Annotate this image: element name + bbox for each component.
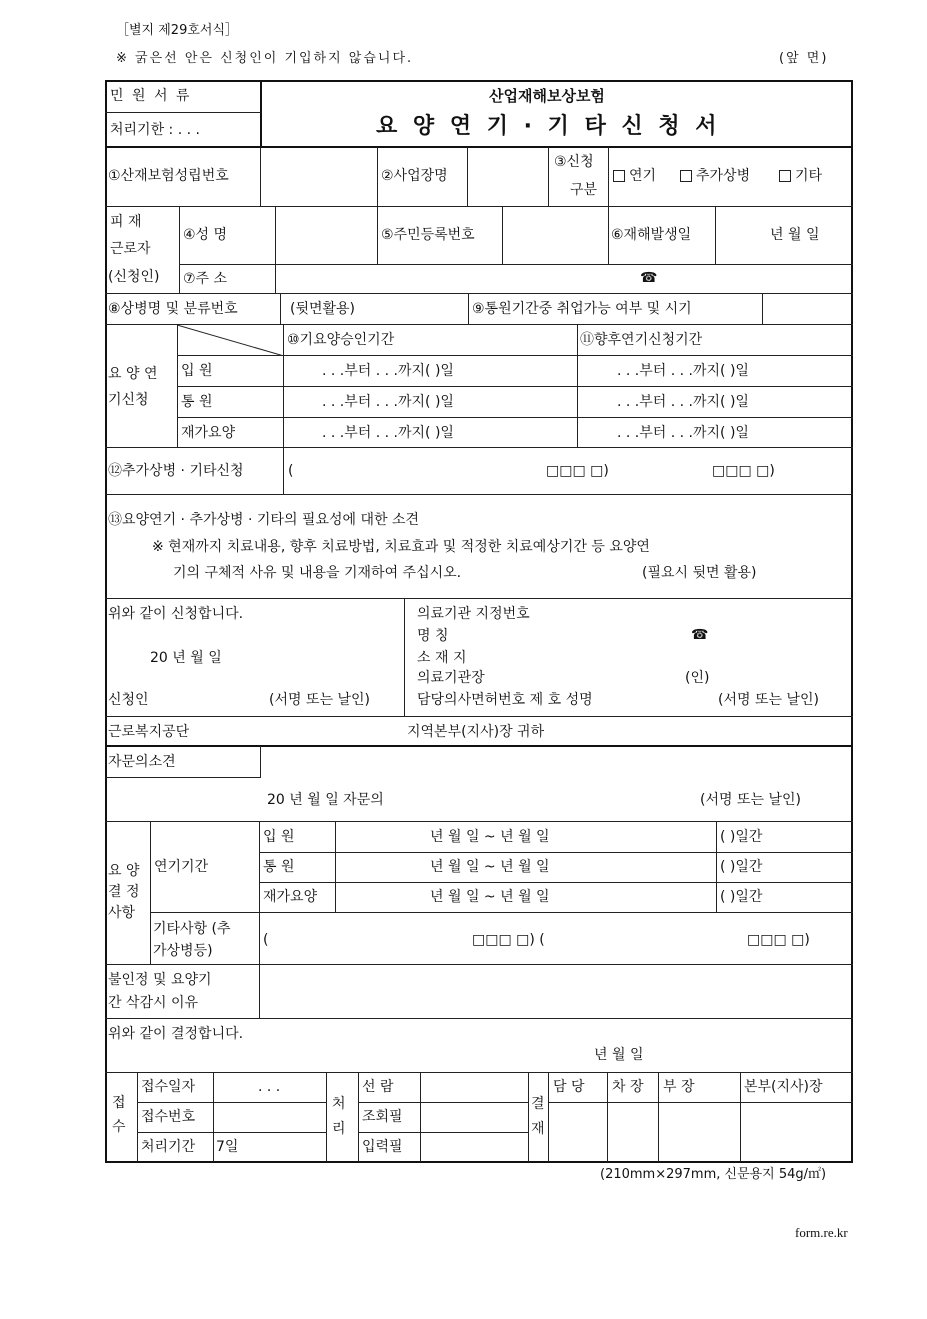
approved-period-header: ⑩기요양승인기간: [287, 332, 395, 348]
frame-right: [851, 80, 853, 1163]
proc-label-2: 리: [332, 1121, 346, 1137]
row1-div3: [467, 147, 468, 207]
dec-div3: [716, 822, 717, 913]
dec-range: 년 월 일 ~ 년 월 일: [430, 829, 550, 845]
ext-period-label: 연기기간: [154, 859, 209, 875]
row8-div2: [468, 294, 469, 325]
victim-bottom: [105, 293, 853, 294]
deadline-label: 처리기한 : . . .: [110, 122, 200, 138]
frame-top: [105, 80, 853, 82]
civil-type-label: 민 원 서 류: [110, 88, 192, 104]
view-label: 선 람: [362, 1079, 394, 1095]
row1-div1: [260, 147, 261, 207]
recv-date-value: . . .: [258, 1079, 281, 1095]
approval-label-2: 재: [531, 1121, 545, 1137]
doctor-label: 담당의사면허번호 제 호 성명: [417, 692, 593, 708]
victim-label-2: 근로자: [110, 241, 151, 257]
ext-period-cell: . . .부터 . . .까지( )일: [322, 363, 454, 379]
back-use-note: (뒷면활용): [290, 301, 356, 317]
victim-div3: [502, 207, 503, 265]
dec-range: 년 월 일 ~ 년 월 일: [430, 889, 550, 905]
decided-text: 위와 같이 결정합니다.: [108, 1026, 244, 1042]
row12-div: [283, 448, 284, 495]
ext-period-cell: . . .부터 . . .까지( )일: [617, 363, 749, 379]
dec-range: 년 월 일 ~ 년 월 일: [430, 859, 550, 875]
victim-label-3: (신청인): [108, 269, 160, 285]
receipt-label-2: 수: [112, 1119, 126, 1135]
workplace-label: ②사업장명: [381, 168, 448, 184]
row12-bottom: [105, 494, 853, 495]
rc-div6: [548, 1073, 549, 1162]
inst-head-label: 의료기관장: [417, 670, 485, 686]
ext-label-1: 요 양 연: [108, 366, 158, 382]
dec-row-home: 재가요양: [263, 889, 318, 905]
inst-name-label: 명 칭: [417, 628, 449, 644]
dec-div0: [150, 822, 151, 965]
future-period-header: ⑪향후연기신청기간: [580, 332, 703, 348]
period-value: 7일: [216, 1139, 239, 1155]
accident-date-label: ⑥재해발생일: [611, 227, 692, 243]
option-other[interactable]: 기타: [779, 169, 822, 183]
rc-line1c: [548, 1102, 853, 1103]
proc-label-1: 처: [332, 1096, 346, 1112]
other-code2: □□□ □): [747, 932, 810, 948]
ext-bottom: [105, 447, 853, 448]
inst-addr-label: 소 재 지: [417, 650, 467, 666]
form-number: ［별지 제29호서식］: [116, 23, 239, 38]
reject-label-1: 불인정 및 요양기: [108, 972, 212, 988]
advisor-date: 20 년 월 일 자문의: [267, 792, 384, 808]
doctor-sign: (서명 또는 날인): [718, 692, 819, 708]
ext-row2-line: [177, 417, 853, 418]
paper-spec: (210mm×297mm, 신문용지 54g/㎡): [600, 1167, 827, 1182]
dec-row2-line: [259, 882, 853, 883]
sign-bottom: [105, 716, 853, 717]
agency-name: 근로복지공단: [108, 724, 190, 740]
role-staff: 담 당: [553, 1079, 585, 1095]
approval-label-1: 결: [531, 1096, 545, 1112]
row1-bottom: [105, 206, 853, 207]
ext-row-inpatient: 입 원: [181, 363, 213, 379]
row12-open-paren: (: [288, 463, 294, 479]
dec-bottom: [105, 964, 853, 965]
advisor-div: [260, 746, 261, 778]
agency-to: 지역본부(지사)장 귀하: [407, 724, 545, 740]
dec-days: ( )일간: [720, 889, 763, 905]
form-title: 요 양 연 기 · 기 타 신 청 서: [376, 114, 721, 139]
role-head: 본부(지사)장: [744, 1079, 823, 1095]
rc-div9: [740, 1073, 741, 1162]
victim-label-1: 피 재: [110, 214, 142, 230]
applicant-sign: (서명 또는 날인): [269, 692, 370, 708]
victim-div5: [715, 207, 716, 265]
victim-mid: [179, 264, 853, 265]
rc-div0: [137, 1073, 138, 1162]
disease-label: ⑧상병명 및 분류번호: [108, 301, 238, 317]
additional-disease-label: ⑫추가상병 · 기타신청: [108, 463, 244, 479]
rc-div8: [658, 1073, 659, 1162]
advisor-sign: (서명 또는 날인): [700, 792, 801, 808]
role-manager: 부 장: [663, 1079, 695, 1095]
check-label: 조회필: [362, 1109, 403, 1125]
checkbox-icon[interactable]: [613, 170, 625, 182]
row8-div3: [762, 294, 763, 325]
checkbox-icon[interactable]: [680, 170, 692, 182]
inst-phone-icon: ☎: [691, 627, 709, 643]
header-inner-line: [105, 112, 261, 113]
option-extension[interactable]: 연기: [613, 169, 656, 183]
rc-div1: [213, 1073, 214, 1162]
opinion-note-2: 기의 구체적 사유 및 내용을 기재하여 주십시오.: [173, 565, 462, 581]
opinion-label: ⑬요양연기 · 추가상병 · 기타의 필요성에 대한 소견: [108, 512, 420, 528]
row8-div1: [280, 294, 281, 325]
opinion-note-1: ※ 현재까지 치료내용, 향후 치료방법, 치료효과 및 적정한 치료예상기간 등 요양연: [152, 539, 650, 555]
rc-line2b: [358, 1132, 529, 1133]
ext-period-cell: . . .부터 . . .까지( )일: [322, 425, 454, 441]
dec-div2: [335, 822, 336, 913]
site-credit: form.re.kr: [795, 1225, 848, 1240]
ext-row-outpatient: 통 원: [181, 394, 213, 410]
rc-div4: [420, 1073, 421, 1162]
header-divider: [260, 80, 262, 148]
dec-row-inpatient: 입 원: [263, 829, 295, 845]
inst-no-label: 의료기관 지정번호: [417, 606, 530, 622]
dec-days: ( )일간: [720, 829, 763, 845]
rc-div5: [528, 1073, 529, 1162]
advisor-label: 자문의소견: [108, 754, 176, 770]
decision-label-2: 결 정: [108, 884, 140, 900]
apply-date: 20 년 월 일: [150, 650, 222, 666]
diagonal-line: [177, 325, 284, 356]
apply-text: 위와 같이 신청합니다.: [108, 606, 244, 622]
dec-row-outpatient: 통 원: [263, 859, 295, 875]
recv-date-label: 접수일자: [141, 1079, 196, 1095]
ext-period-cell: . . .부터 . . .까지( )일: [322, 394, 454, 410]
name-label: ④성 명: [183, 227, 228, 243]
row1-div5: [608, 147, 609, 207]
advisor-label-line: [105, 777, 261, 778]
row1-div2: [377, 147, 378, 207]
header-bottom: [105, 146, 853, 148]
dec-row3-line: [150, 912, 853, 913]
rc-div7: [607, 1073, 608, 1162]
ext-row1-line: [177, 386, 853, 387]
checkbox-icon[interactable]: [779, 170, 791, 182]
inst-seal: (인): [685, 670, 710, 686]
apply-type-label-1: ③신청: [554, 154, 594, 170]
period-label: 처리기간: [141, 1139, 196, 1155]
address-label: ⑦주 소: [183, 271, 228, 287]
reject-label-2: 간 삭감시 이유: [108, 995, 199, 1011]
agency-bottom: [105, 745, 853, 747]
ext-label-2: 기신청: [108, 392, 149, 408]
work-possible-label: ⑨통원기간중 취업가능 여부 및 시기: [472, 301, 692, 317]
applicant-label: 신청인: [108, 692, 149, 708]
advisor-bottom: [105, 821, 853, 822]
recv-no-label: 접수번호: [141, 1109, 196, 1125]
victim-div1: [275, 207, 276, 294]
reject-div: [259, 965, 260, 1019]
notice-text: ※ 굵은선 안은 신청인이 기입하지 않습니다.: [116, 51, 414, 66]
ext-period-cell: . . .부터 . . .까지( )일: [617, 425, 749, 441]
dec-row1-line: [259, 852, 853, 853]
row12-code1: □□□ □): [546, 463, 609, 479]
frame-left: [105, 80, 107, 1163]
row13-bottom: [105, 598, 853, 599]
rc-div3: [358, 1073, 359, 1162]
row12-code2: □□□ □): [712, 463, 775, 479]
role-deputy: 차 장: [612, 1079, 644, 1095]
opinion-note-3: (필요시 뒷면 활용): [642, 565, 757, 581]
insurance-no-label: ①산재보험성립번호: [108, 168, 229, 184]
victim-div2: [377, 207, 378, 265]
rrn-label: ⑤주민등록번호: [381, 227, 475, 243]
sign-div: [404, 599, 405, 717]
dec-div1: [259, 822, 260, 965]
option-additional[interactable]: 추가상병: [680, 169, 750, 183]
dec-days: ( )일간: [720, 859, 763, 875]
phone-icon: ☎: [640, 270, 658, 286]
row1-div4: [548, 147, 549, 207]
rc-line2a: [137, 1132, 327, 1133]
accident-date-blank: 년 월 일: [770, 227, 820, 243]
decision-label-3: 사항: [108, 905, 136, 921]
victim-div4: [608, 207, 609, 265]
ext-div2: [577, 325, 578, 448]
form-subtitle: 산업재해보상보험: [489, 87, 605, 105]
decision-label-1: 요 양: [108, 863, 140, 879]
victim-div0: [179, 207, 180, 294]
rc-line1a: [137, 1102, 327, 1103]
rc-div2: [326, 1073, 327, 1162]
ext-row-home: 재가요양: [181, 425, 236, 441]
other-code1: □□□ □) (: [472, 932, 545, 948]
decided-date: 년 월 일: [594, 1047, 644, 1063]
receipt-label-1: 접: [112, 1095, 126, 1111]
rc-line1b: [358, 1102, 529, 1103]
other-open-paren: (: [263, 932, 269, 948]
page-side: (앞 면): [779, 51, 829, 66]
other-label-2: 가상병등): [153, 943, 213, 959]
ext-period-cell: . . .부터 . . .까지( )일: [617, 394, 749, 410]
other-label-1: 기타사항 (추: [153, 921, 231, 937]
reject-bottom: [105, 1018, 853, 1019]
input-label: 입력필: [362, 1139, 403, 1155]
apply-type-label-2: 구분: [570, 182, 598, 198]
